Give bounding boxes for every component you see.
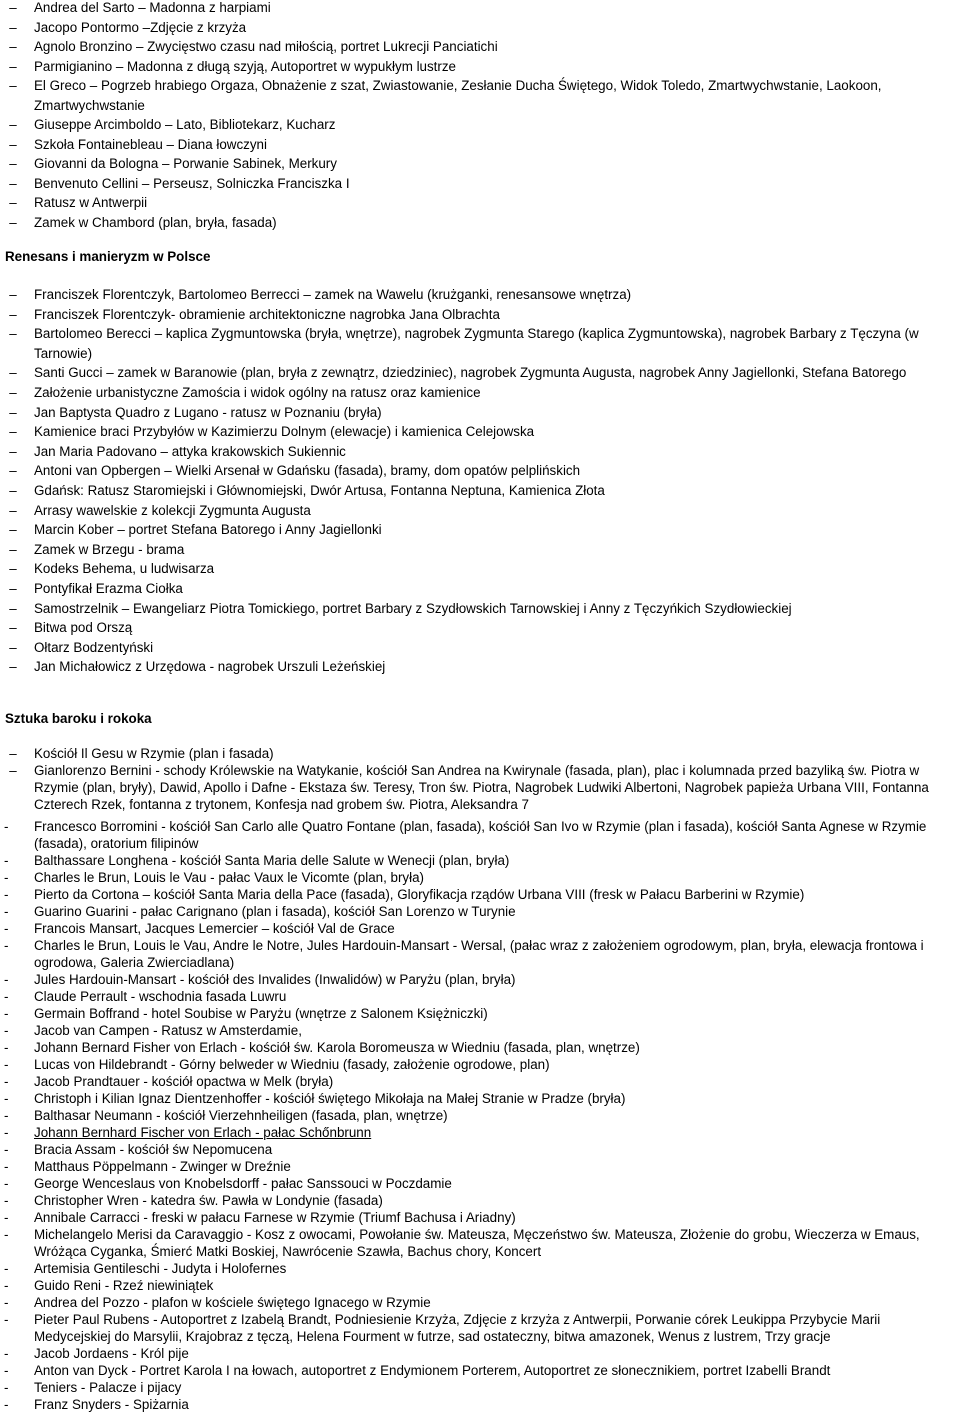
- list-item-text: Parmigianino – Madonna z długą szyją, Autoportret w wypukłym lustrze: [34, 58, 457, 74]
- list-item-text: Jules Hardouin-Mansart - kościół des Invalides (Inwalidów) w Paryżu (plan, bryła): [34, 972, 516, 987]
- bullet-marker: -: [4, 1074, 9, 1089]
- bullet-marker: –: [9, 326, 17, 342]
- bullet-marker: –: [9, 522, 17, 538]
- list-item: [0, 1209, 958, 1226]
- bullet-marker: –: [9, 19, 17, 35]
- bullet-marker: –: [9, 365, 17, 381]
- bullet-marker: -: [4, 972, 9, 987]
- list-item-text: Bracia Assam - kościół św Nepomucena: [34, 1142, 273, 1157]
- list-item-text: Jacopo Pontormo –Zdjęcie z krzyża: [34, 19, 247, 35]
- baroque-list: [0, 818, 958, 1413]
- list-item-text: Charles le Brun, Louis le Vau - pałac Vaux le Vicomte (plan, bryła): [34, 870, 425, 885]
- list-item: [0, 1158, 958, 1175]
- bullet-marker: –: [9, 58, 17, 74]
- list-item: [0, 193, 958, 213]
- list-item: [0, 920, 958, 937]
- list-item-text: Założenie urbanistyczne Zamościa i widok ogólny na ratusz oraz kamienice: [34, 384, 481, 400]
- list-item: [0, 1124, 958, 1141]
- bullet-marker: -: [4, 1006, 9, 1021]
- list-item-text: Jan Maria Padovano – attyka krakowskich Sukiennic: [34, 443, 346, 459]
- list-item-text: Zamek w Chambord (plan, bryła, fasada): [34, 214, 277, 230]
- bullet-marker: -: [4, 904, 9, 919]
- bullet-marker: -: [4, 1261, 9, 1276]
- list-item-text: Kościół Il Gesu w Rzymie (plan i fasada): [34, 746, 274, 761]
- list-item: [0, 1022, 958, 1039]
- list-item: [0, 937, 958, 971]
- list-item: [0, 76, 958, 115]
- list-item-text: Kamienice braci Przybyłów w Kazimierzu Dolnym (elewacje) i kamienica Celejowska: [34, 424, 535, 440]
- bullet-marker: -: [4, 1295, 9, 1310]
- list-item-text: Giuseppe Arcimboldo – Lato, Bibliotekarz, Kucharz: [34, 117, 336, 132]
- bullet-marker: -: [4, 1278, 9, 1293]
- list-item-text: Lucas von Hildebrandt - Górny belweder w Wiedniu (fasady, założenie ogrodowe, plan): [34, 1057, 550, 1072]
- list-item: [0, 745, 958, 762]
- bullet-marker: –: [9, 136, 17, 152]
- bullet-marker: -: [4, 853, 9, 868]
- list-item-text: Balthasar Neumann - kościół Vierzehnheiligen (fasada, plan, wnętrze): [34, 1108, 448, 1123]
- bullet-marker: -: [4, 819, 9, 834]
- list-item: [0, 762, 958, 813]
- list-item-text: Santi Gucci – zamek w Baranowie (plan, bryła z zewnątrz, dziedziniec), nagrobek Zygmunta Augusta, nagrobek Anny Jagiellonki, Stefana Batorego: [34, 365, 907, 381]
- list-item: [0, 403, 958, 423]
- bullet-marker: -: [4, 1397, 9, 1412]
- list-item: [0, 1311, 958, 1345]
- bullet-marker: -: [4, 1312, 9, 1327]
- list-item-text: Bitwa pod Orszą: [34, 620, 133, 636]
- bullet-marker: –: [9, 424, 17, 440]
- list-item: [0, 540, 958, 560]
- list-item: [0, 1175, 958, 1192]
- list-item: [0, 154, 958, 174]
- bullet-marker: -: [4, 1108, 9, 1123]
- section-heading-baroque: Sztuka baroku i rokoka: [5, 711, 152, 726]
- list-item: [0, 1039, 958, 1056]
- bullet-marker: –: [9, 0, 17, 15]
- list-item: [0, 579, 958, 599]
- bullet-marker: –: [9, 639, 17, 655]
- list-item: [0, 1107, 958, 1124]
- list-item-text: George Wenceslaus von Knobelsdorff - pałac Sanssouci w Poczdamie: [34, 1176, 452, 1191]
- list-item-text: Franciszek Florentczyk, Bartolomeo Berrecci – zamek na Wawelu (krużganki, renesansowe wnętrza): [34, 287, 632, 302]
- list-item: [0, 1005, 958, 1022]
- list-item-text: Antoni van Opbergen – Wielki Arsenał w Gdańsku (fasada), bramy, dom opatów pelplińskich: [34, 463, 581, 479]
- list-item: [0, 886, 958, 903]
- list-item: [0, 559, 958, 579]
- list-item: [0, 18, 958, 38]
- bullet-marker: –: [9, 404, 17, 420]
- bullet-marker: –: [9, 195, 17, 210]
- list-item-text: Andrea del Pozzo - plafon w kościele świętego Ignacego w Rzymie: [34, 1295, 431, 1310]
- list-item: [0, 903, 958, 920]
- list-item-text: Charles le Brun, Louis le Vau, Andre le Notre, Jules Hardouin-Mansart - Wersal, (pałac wraz z założeniem ogrodowym, plan, bryła, elewacja frontowa i ogrodowa, Galeria Zwierciadlana): [34, 938, 924, 970]
- list-item: [0, 520, 958, 540]
- bullet-marker: -: [4, 989, 9, 1004]
- list-item-text: Pieter Paul Rubens - Autoportret z Izabelą Brandt, Podniesienie Krzyża, Zdjęcie z krzyża z Antwerpii, Porwanie córek Leukippa Przybycie Marii Medycejskiej do Marsylii, Krajobraz z tęczą, Helena Fourment w futrze, sad ostateczny, bitwa amazonek, Wenus z lustrem, Trzy gracje: [34, 1312, 881, 1344]
- list-item: [0, 869, 958, 886]
- list-item-text: Jan Michałowicz z Urzędowa - nagrobek Urszuli Leżeńskiej: [34, 659, 386, 675]
- list-item-text: Ołtarz Bodzentyński: [34, 639, 154, 655]
- bullet-marker: –: [9, 39, 17, 54]
- list-item: [0, 285, 958, 305]
- list-item-text: Franciszek Florentczyk- obramienie architektoniczne nagrobka Jana Olbrachta: [34, 306, 500, 322]
- bullet-marker: –: [9, 763, 17, 778]
- list-item: [0, 1396, 958, 1413]
- list-item-text: Andrea del Sarto – Madonna z harpiami: [34, 0, 271, 15]
- bullet-marker: –: [9, 214, 17, 230]
- list-item-text: Gdańsk: Ratusz Staromiejski i Głównomiejski, Dwór Artusa, Fontanna Neptuna, Kamienica Złota: [34, 482, 605, 498]
- list-item: [0, 1226, 958, 1260]
- list-item: [0, 213, 958, 233]
- bullet-marker: –: [9, 541, 17, 557]
- bullet-marker: –: [9, 463, 17, 479]
- baroque-dash-list: [0, 745, 958, 813]
- bullet-marker: -: [4, 1227, 9, 1242]
- list-item: [0, 135, 958, 155]
- list-item-text: Jacob van Campen - Ratusz w Amsterdamie,: [34, 1023, 302, 1038]
- list-item-text: Artemisia Gentileschi - Judyta i Holofernes: [34, 1261, 287, 1276]
- list-item: [0, 305, 958, 325]
- list-item: [0, 988, 958, 1005]
- bullet-marker: -: [4, 1057, 9, 1072]
- bullet-marker: –: [9, 384, 17, 400]
- list-item-text: Christoph i Kilian Ignaz Dientzenhoffer - kościół świętego Mikołaja na Małej Stranie w Pradze (bryła): [34, 1091, 626, 1106]
- bullet-marker: -: [4, 1380, 9, 1395]
- bullet-marker: –: [9, 175, 17, 191]
- list-item-text: Jan Baptysta Quadro z Lugano - ratusz w Poznaniu (bryła): [34, 404, 382, 420]
- list-item-text: Michelangelo Merisi da Caravaggio - Kosz z owocami, Powołanie św. Mateusza, Męczeństwo św. Mateusza, Złożenie do grobu, Wieczerza w Emaus, Wróżąca Cyganka, Śmierć Matki Boskiej, Nawrócenie Szawła, Bachus chory, Koncert: [34, 1227, 920, 1259]
- list-item-text: Pontyfikał Erazma Ciołka: [34, 580, 183, 596]
- bullet-marker: –: [9, 443, 17, 459]
- list-item-text: Christopher Wren - katedra św. Pawła w Londynie (fasada): [34, 1193, 383, 1208]
- bullet-marker: -: [4, 870, 9, 885]
- list-item-text: Johann Bernard Fisher von Erlach - kościół św. Karola Boromeusza w Wiedniu (fasada, plan, wnętrze): [34, 1040, 640, 1055]
- list-item-text: Francois Mansart, Jacques Lemercier – kościół Val de Grace: [34, 921, 395, 936]
- list-item-text: Ratusz w Antwerpii: [34, 195, 148, 210]
- bullet-marker: –: [9, 620, 17, 636]
- list-item: [0, 1379, 958, 1396]
- bullet-marker: -: [4, 1023, 9, 1038]
- list-item: [0, 638, 958, 658]
- list-item: [0, 818, 958, 852]
- list-item: [0, 363, 958, 383]
- list-item: [0, 0, 958, 18]
- list-item-text: Johann Bernhard Fischer von Erlach - pałac Schőnbrunn: [34, 1125, 372, 1140]
- list-item-text: Guarino Guarini - pałac Carignano (plan i fasada), kościół San Lorenzo w Turynie: [34, 904, 516, 919]
- bullet-marker: –: [9, 78, 17, 93]
- section-heading-poland: Renesans i manieryzm w Polsce: [5, 249, 211, 264]
- list-item: [0, 115, 958, 135]
- list-item: [0, 852, 958, 869]
- list-item-text: Francesco Borromini - kościół San Carlo alle Quatro Fontane (plan, fasada), kościół San Ivo w Rzymie (plan i fasada), kościół Santa Agnese w Rzymie (fasada), oratorium filipinów: [34, 819, 927, 851]
- list-item-text: Pierto da Cortona – kościół Santa Maria della Pace (fasada), Gloryfikacja rządów Urbana VIII (fresk w Pałacu Barberini w Rzymie): [34, 887, 805, 902]
- list-item-text: Marcin Kober – portret Stefana Batorego i Anny Jagiellonki: [34, 522, 382, 538]
- list-item: [0, 1277, 958, 1294]
- list-item-text: Guido Reni - Rzeź niewiniątek: [34, 1278, 214, 1293]
- list-item: [0, 422, 958, 442]
- mannerism-list: [0, 0, 958, 232]
- list-item: [0, 37, 958, 57]
- list-item: [0, 1056, 958, 1073]
- bullet-marker: -: [4, 1210, 9, 1225]
- list-item: [0, 481, 958, 501]
- list-item-text: Gianlorenzo Bernini - schody Królewskie na Watykanie, kościół San Andrea na Kwirynale (fasada, plan), plac i kolumnada przed bazyliką św. Piotra w Rzymie (plan, bryły), Dawid, Apollo i Dafne - Ekstaza św. Teresy, Tron św. Piotra, Nagrobek Ludwiki Albertoni, Nagrobek papieża Urbana VIII, Fontanna Czterech Rzek, fontanna z trytonem, Konfesja nad grobem św. Piotra, Aleksandra 7: [34, 763, 929, 812]
- list-item-text: Benvenuto Cellini – Perseusz, Solniczka Franciszka I: [34, 175, 350, 191]
- bullet-marker: –: [9, 156, 17, 171]
- list-item: [0, 1192, 958, 1209]
- bullet-marker: –: [9, 482, 17, 498]
- list-item: [0, 501, 958, 521]
- list-item: [0, 1362, 958, 1379]
- list-item-text: Szkoła Fontainebleau – Diana łowczyni: [34, 136, 267, 152]
- bullet-marker: -: [4, 1159, 9, 1174]
- list-item-text: Jacob Prandtauer - kościół opactwa w Melk (bryła): [34, 1074, 334, 1089]
- list-item-text: Bartolomeo Berecci – kaplica Zygmuntowska (bryła, wnętrze), nagrobek Zygmunta Starego (kaplica Zygmuntowska), nagrobek Barbary z Tęczyna (w Tarnowie): [34, 326, 919, 361]
- bullet-marker: -: [4, 938, 9, 953]
- bullet-marker: –: [9, 659, 17, 675]
- bullet-marker: –: [9, 502, 17, 518]
- list-item: [0, 1141, 958, 1158]
- poland-list: [0, 285, 958, 677]
- bullet-marker: -: [4, 1142, 9, 1157]
- bullet-marker: –: [9, 306, 17, 322]
- bullet-marker: -: [4, 1091, 9, 1106]
- list-item-text: El Greco – Pogrzeb hrabiego Orgaza, Obnażenie z szat, Zwiastowanie, Zesłanie Ducha Świętego, Widok Toledo, Zmartwychwstanie, Laokoon, Zmartwychwstanie: [34, 78, 882, 113]
- list-item: [0, 1260, 958, 1277]
- list-item-text: Anton van Dyck - Portret Karola I na łowach, autoportret z Endymionem Porterem, Autoportret ze słonecznikiem, portret Izabelli Brandt: [34, 1363, 831, 1378]
- list-item-text: Claude Perrault - wschodnia fasada Luwru: [34, 989, 287, 1004]
- list-item-text: Teniers - Palacze i pijacy: [34, 1380, 182, 1395]
- list-item-text: Giovanni da Bologna – Porwanie Sabinek, Merkury: [34, 156, 337, 171]
- list-item: [0, 324, 958, 363]
- list-item-text: Franz Snyders - Spiżarnia: [34, 1397, 189, 1412]
- list-item: [0, 1090, 958, 1107]
- list-item: [0, 174, 958, 194]
- bullet-marker: -: [4, 1193, 9, 1208]
- list-item-text: Zamek w Brzegu - brama: [34, 541, 185, 557]
- list-item: [0, 442, 958, 462]
- bullet-marker: –: [9, 287, 17, 302]
- bullet-marker: -: [4, 921, 9, 936]
- bullet-marker: –: [9, 561, 17, 577]
- bullet-marker: -: [4, 887, 9, 902]
- bullet-marker: –: [9, 600, 17, 616]
- list-item-text: Germain Boffrand - hotel Soubise w Paryżu (wnętrze z Salonem Księżniczki): [34, 1006, 488, 1021]
- list-item: [0, 1294, 958, 1311]
- bullet-marker: –: [9, 746, 17, 761]
- list-item: [0, 618, 958, 638]
- bullet-marker: –: [9, 580, 17, 596]
- list-item: [0, 57, 958, 77]
- list-item: [0, 1345, 958, 1362]
- list-item-text: Samostrzelnik – Ewangeliarz Piotra Tomickiego, portret Barbary z Szydłowskich Tarnowskiej i Anny z Tęczyńkich Szydłowieckiej: [34, 600, 792, 616]
- bullet-marker: -: [4, 1176, 9, 1191]
- list-item-text: Kodeks Behema, u ludwisarza: [34, 561, 215, 577]
- list-item-text: Annibale Carracci - freski w pałacu Farnese w Rzymie (Triumf Bachusa i Ariadny): [34, 1210, 516, 1225]
- bullet-marker: –: [9, 117, 17, 132]
- list-item: [0, 599, 958, 619]
- list-item: [0, 971, 958, 988]
- list-item-text: Agnolo Bronzino – Zwycięstwo czasu nad miłością, portret Lukrecji Panciatichi: [34, 39, 498, 54]
- bullet-marker: -: [4, 1346, 9, 1361]
- list-item-text: Jacob Jordaens - Król pije: [34, 1346, 189, 1361]
- list-item-text: Arrasy wawelskie z kolekcji Zygmunta Augusta: [34, 502, 311, 518]
- list-item: [0, 657, 958, 677]
- list-item-text: Matthaus Pöppelmann - Zwinger w Dreźnie: [34, 1159, 291, 1174]
- bullet-marker: -: [4, 1040, 9, 1055]
- bullet-marker: -: [4, 1125, 9, 1140]
- bullet-marker: -: [4, 1363, 9, 1378]
- list-item: [0, 1073, 958, 1090]
- list-item: [0, 461, 958, 481]
- list-item: [0, 383, 958, 403]
- list-item-text: Balthassare Longhena - kościół Santa Maria delle Salute w Wenecji (plan, bryła): [34, 853, 510, 868]
